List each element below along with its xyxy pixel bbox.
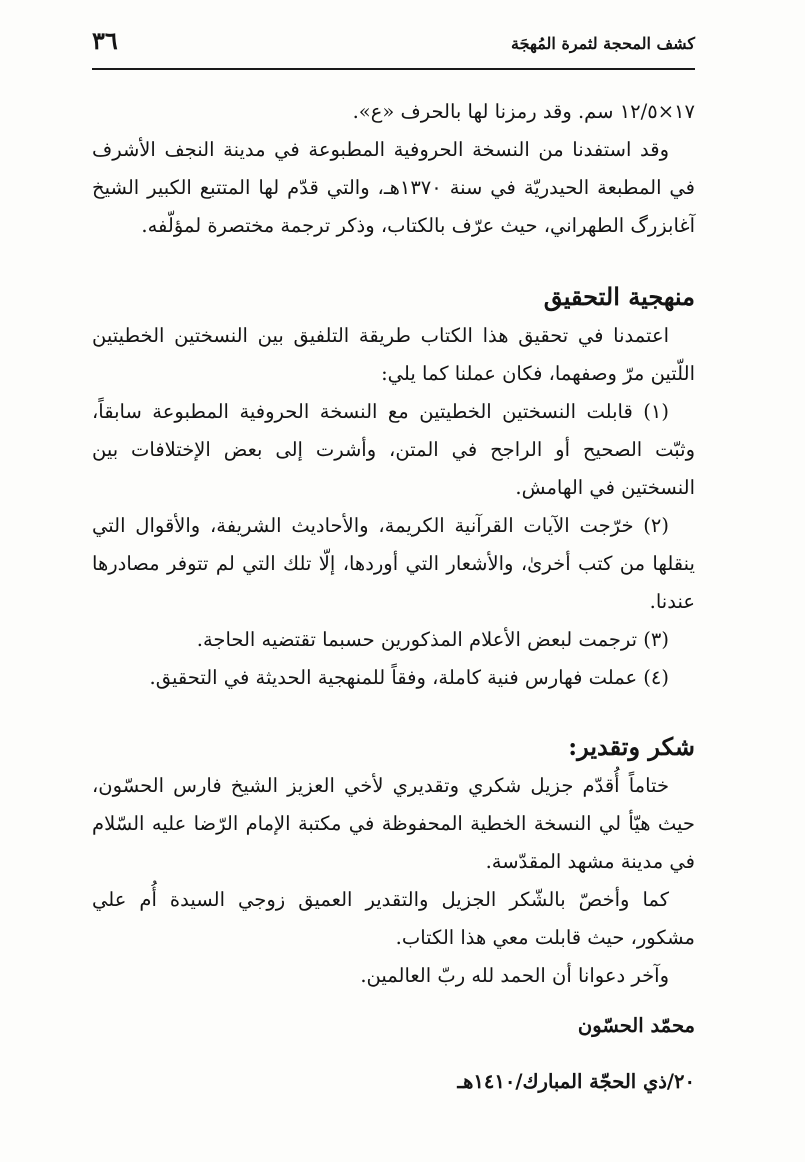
closing-line: وآخر دعوانا أن الحمد لله ربّ العالمين. bbox=[360, 964, 669, 987]
thanks-heading: شكر وتقدير: bbox=[568, 732, 695, 761]
book-title: كشف المحجة لثمرة المُهجَة bbox=[511, 34, 695, 53]
methodology-item-4: (٤) عملت فهارس فنية كاملة، وفقاً للمنهجية الحديثة في التحقيق. bbox=[149, 666, 669, 689]
section-spacer bbox=[92, 697, 695, 727]
intro-paragraph: وقد استفدنا من النسخة الحروفية المطبوعة في مدينة النجف الأشرف في المطبعة الحيدريّة في سنة ١٣٧٠هـ، والتي قدّم لها المتتبع الكبير الشيخ آغابزرگ الطهراني، حيث عرّف بالكتاب، وذكر ترجمة مختصرة لمؤلّفه. bbox=[92, 138, 695, 237]
running-header bbox=[92, 24, 695, 70]
signature-date: ٢٠/ذي الحجّة المبارك/١٤١٠هـ bbox=[457, 1070, 695, 1093]
methodology-heading: منهجية التحقيق bbox=[543, 282, 695, 311]
section-spacer bbox=[92, 245, 695, 277]
methodology-item-2: (٢) خرّجت الآيات القرآنية الكريمة، والأحاديث الشريفة، والأقوال التي ينقلها من كتب أخرىٰ، والأشعار التي أوردها، إلّا تلك التي لم تتوفر مصادرها عندنا. bbox=[92, 514, 695, 613]
thanks-paragraph-1: ختاماً أُقدّم جزيل شكري وتقديري لأخي العزيز الشيخ فارس الحسّون، حيث هيّأ لي النسخة الخطية المحفوظة في مكتبة الإمام الرّضا عليه السّلام في مدينة مشهد المقدّسة. bbox=[92, 774, 695, 873]
thanks-paragraph-2: كما وأخصّ بالشّكر الجزيل والتقدير العميق زوجي السيدة أُم علي مشكور، حيث قابلت معي هذا الكتاب. bbox=[92, 888, 695, 949]
methodology-item-3: (٣) ترجمت لبعض الأعلام المذكورين حسبما تقتضيه الحاجة. bbox=[196, 628, 669, 651]
page-number: ٣٦ bbox=[92, 26, 118, 55]
intro-line: ١٧×١٢/٥ سم. وقد رمزنا لها بالحرف «ع». bbox=[352, 100, 695, 123]
author-signature: محمّد الحسّون bbox=[577, 1014, 695, 1037]
page-body bbox=[92, 93, 695, 1101]
methodology-intro: اعتمدنا في تحقيق هذا الكتاب طريقة التلفيق بين النسختين الخطيتين اللّتين مرّ وصفهما، فكان عملنا كما يلي: bbox=[92, 324, 695, 385]
methodology-item-1: (١) قابلت النسختين الخطيتين مع النسخة الحروفية المطبوعة سابقاً، وثبّت الصحيح أو الراجح في المتن، وأشرت إلى بعض الإختلافات بين النسختين في الهامش. bbox=[92, 400, 695, 499]
